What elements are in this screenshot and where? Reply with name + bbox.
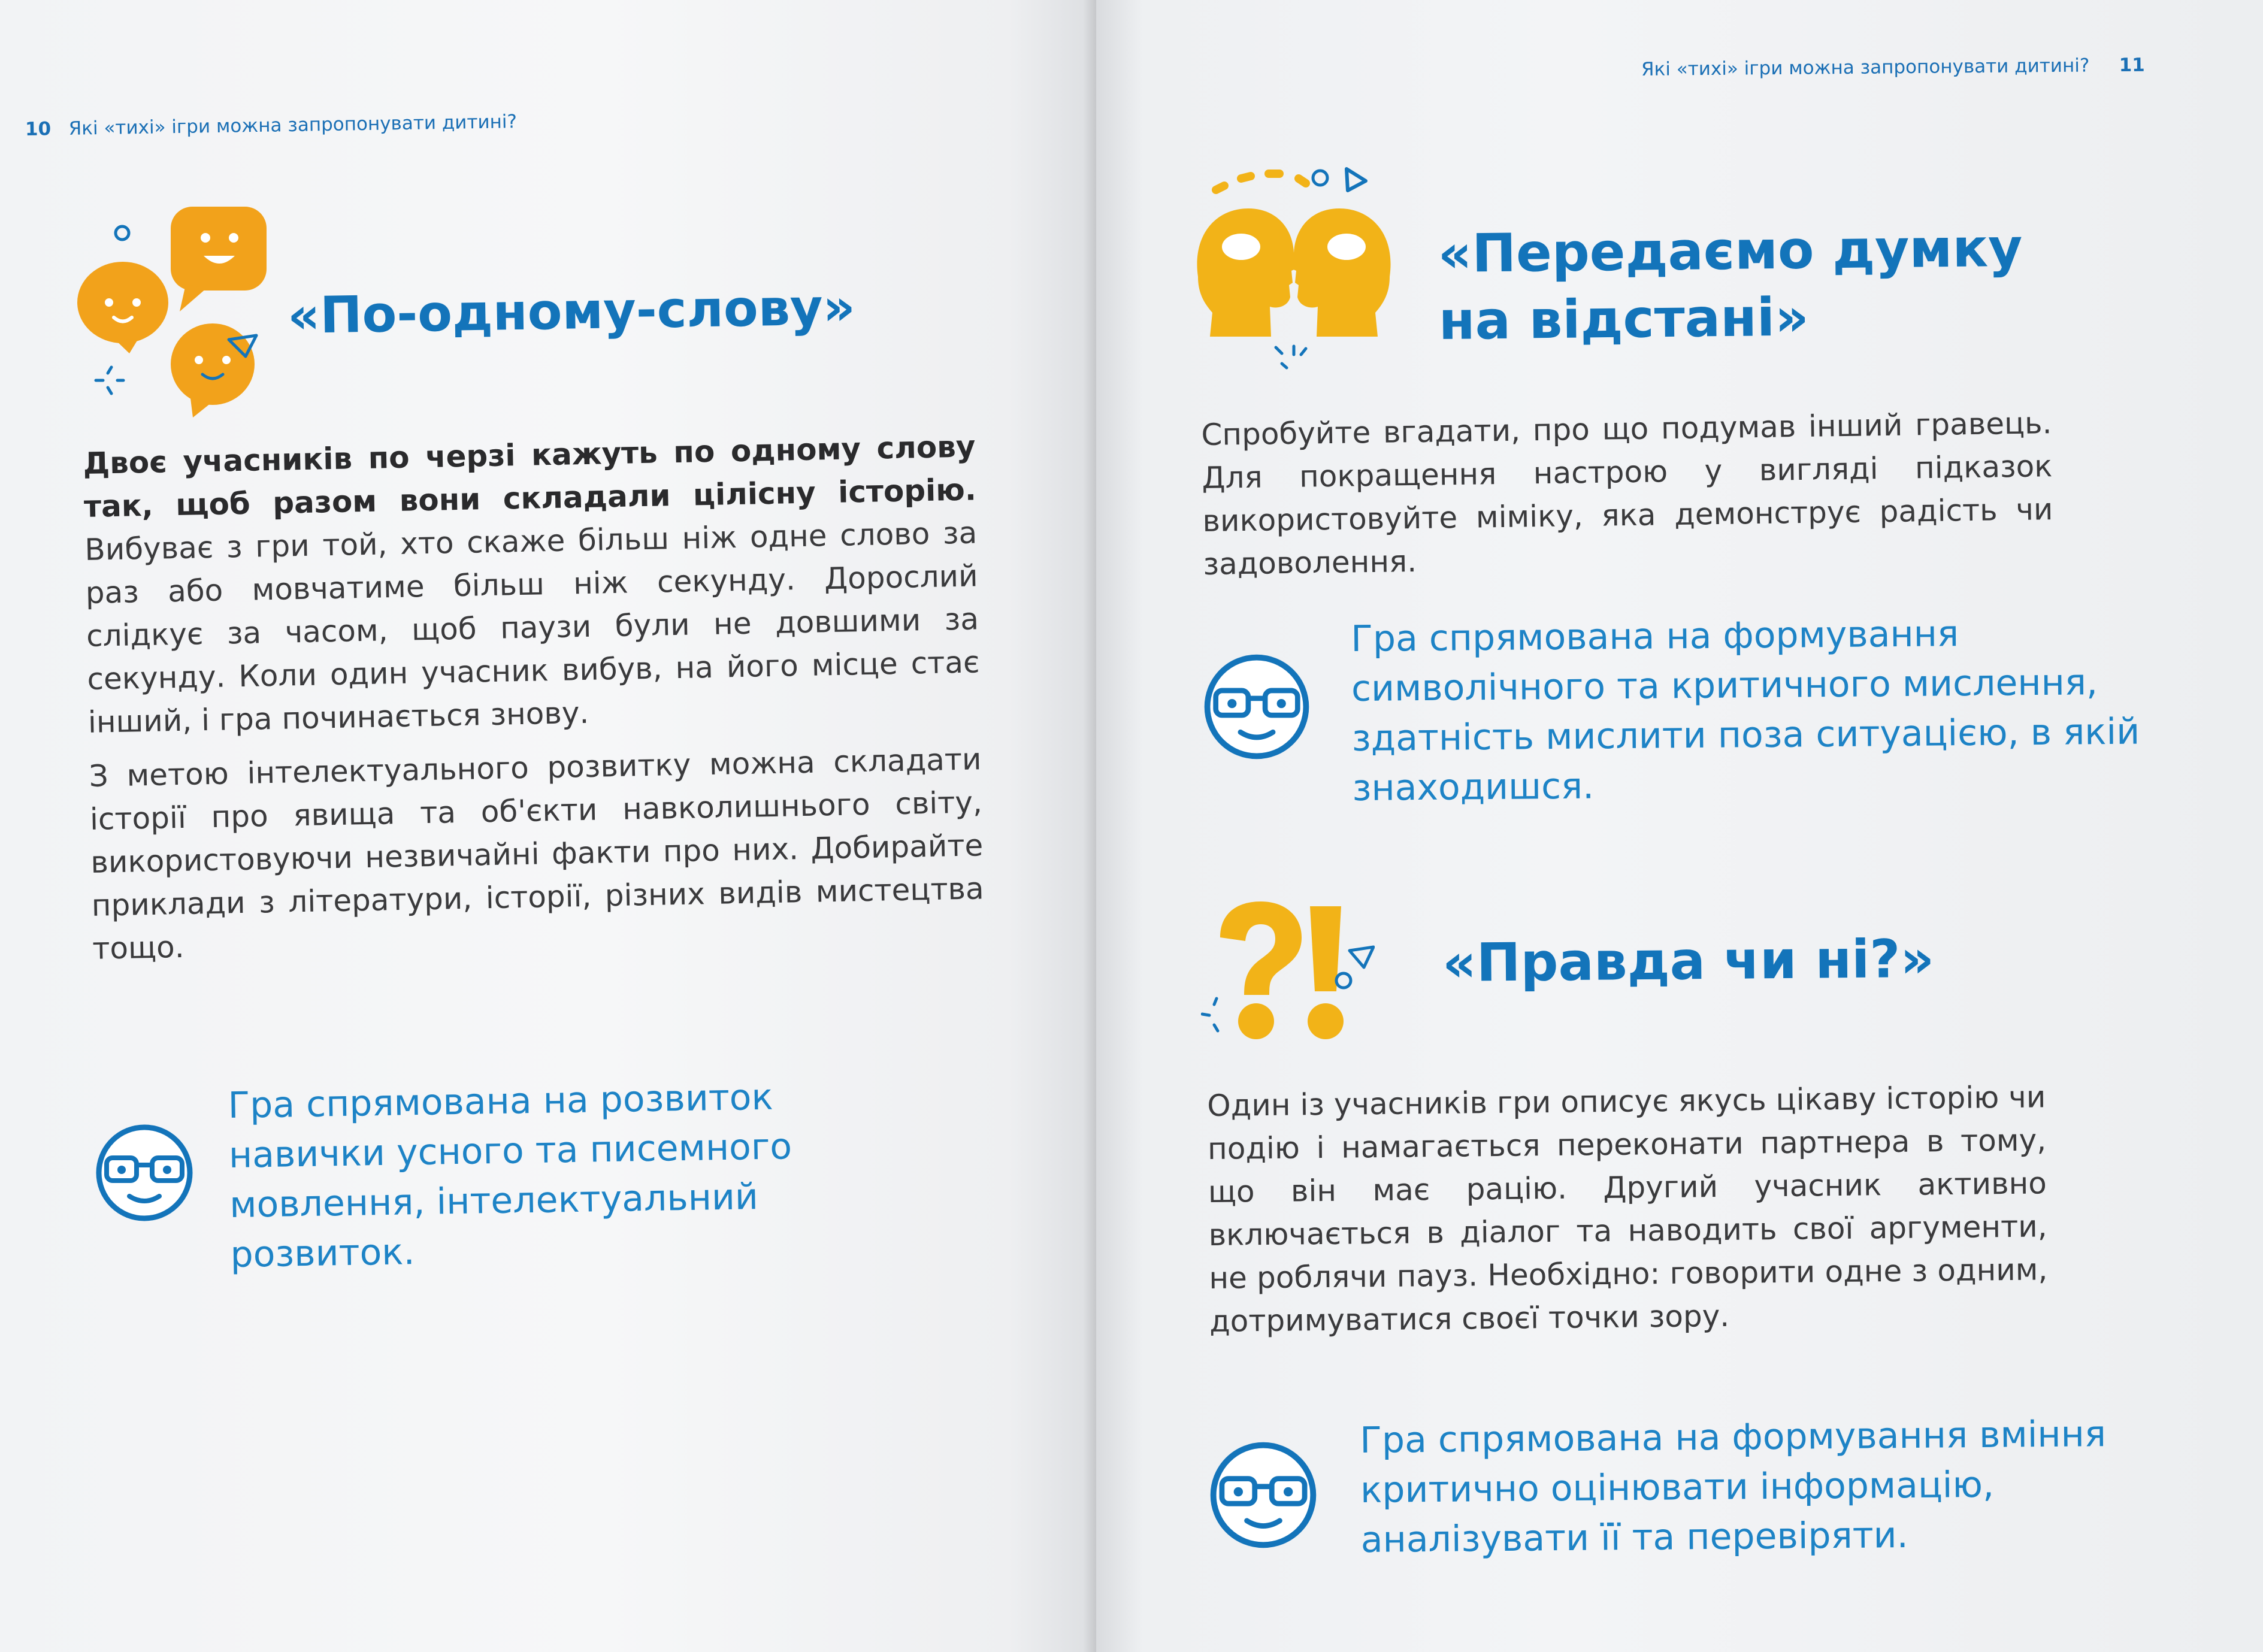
right-running-header [1641, 55, 2145, 80]
right-game-1-title-line-1: «Передаємо думку [1438, 216, 2023, 285]
thinking-heads-icon [1186, 157, 1402, 385]
smiling-face-glasses-icon [1209, 1441, 1318, 1550]
smiling-face-glasses-icon [95, 1123, 194, 1223]
speech-bubbles-icon [72, 207, 276, 422]
left-game-title: «По-одному-слову» [287, 277, 856, 345]
question-exclamation-icon [1201, 901, 1375, 1045]
right-game-2-paragraph: Один із учасників гри описує якусь цікаву історію чи подію і намагається переконати партнера в тому, що він має рацію. Другий учасник активно включається в діалог та наводить свої аргументи, не роблячи пауз. Необхідно: говорити одне з одним, дотримуватися своєї точки зору. [1207, 1079, 2048, 1339]
left-header-text: Які «тихі» ігри можна запропонувати дитині? [68, 111, 518, 140]
left-page-number: 10 [25, 118, 52, 140]
left-running-header [25, 111, 518, 140]
right-game-1-title-line-2: на відстані» [1438, 286, 1810, 352]
right-page [1096, 0, 2263, 1652]
right-game-1-paragraph: Спробуйте вгадати, про що подумав інший гравець. Для покращення настрою у вигляді підказок використовуйте міміку, яка демонструє радість чи задоволення. [1201, 406, 2053, 582]
right-game-2-goal: Гра спрямована на формування вміння критично оцінювати інформацію, аналізувати її та перевіряти. [1360, 1413, 2107, 1561]
right-game-2-body [1207, 1075, 2049, 1354]
right-page-number: 11 [2119, 54, 2145, 77]
left-game-goal: Гра спрямована на розвиток навички усного та писемного мовлення, інтелектуальний розвиток. [228, 1076, 792, 1276]
smiling-face-glasses-icon [1203, 653, 1311, 761]
left-paragraph-2: З метою інтелектуального розвитку можна складати історії про явища та об'єкти навколишнього світу, використовуючи незвичайні факти про них. Добирайте приклади з літератури, історії, різних видів мистецтва тощо. [89, 742, 985, 966]
right-game-1-body [1201, 401, 2054, 597]
right-header-text: Які «тихі» ігри можна запропонувати дитині? [1641, 55, 2090, 80]
left-page [0, 0, 1096, 1652]
left-body [83, 425, 985, 981]
right-game-2-title: «Правда чи ні?» [1442, 927, 1935, 994]
right-game-1-goal: Гра спрямована на формування символічного та критичного мислення, здатність мислити поза ситуацією, в якій знаходишся. [1351, 613, 2140, 809]
left-paragraph-1 [83, 425, 981, 744]
right-game-1-title [1438, 214, 2023, 355]
left-paragraph-1-bold: Двоє учасників по черзі кажуть по одному слову так, щоб разом вони складали цілісну історію. [83, 429, 977, 524]
left-paragraph-1-rest: Вибуває з гри той, хто скаже більш ніж одне слово за раз або мовчатиме більш ніж секунду. Дорослий слідкує за часом, щоб паузи були не довшими за секунду. Коли один учасник вибув, на його місце стає інший, і гра починається знову. [84, 515, 980, 740]
